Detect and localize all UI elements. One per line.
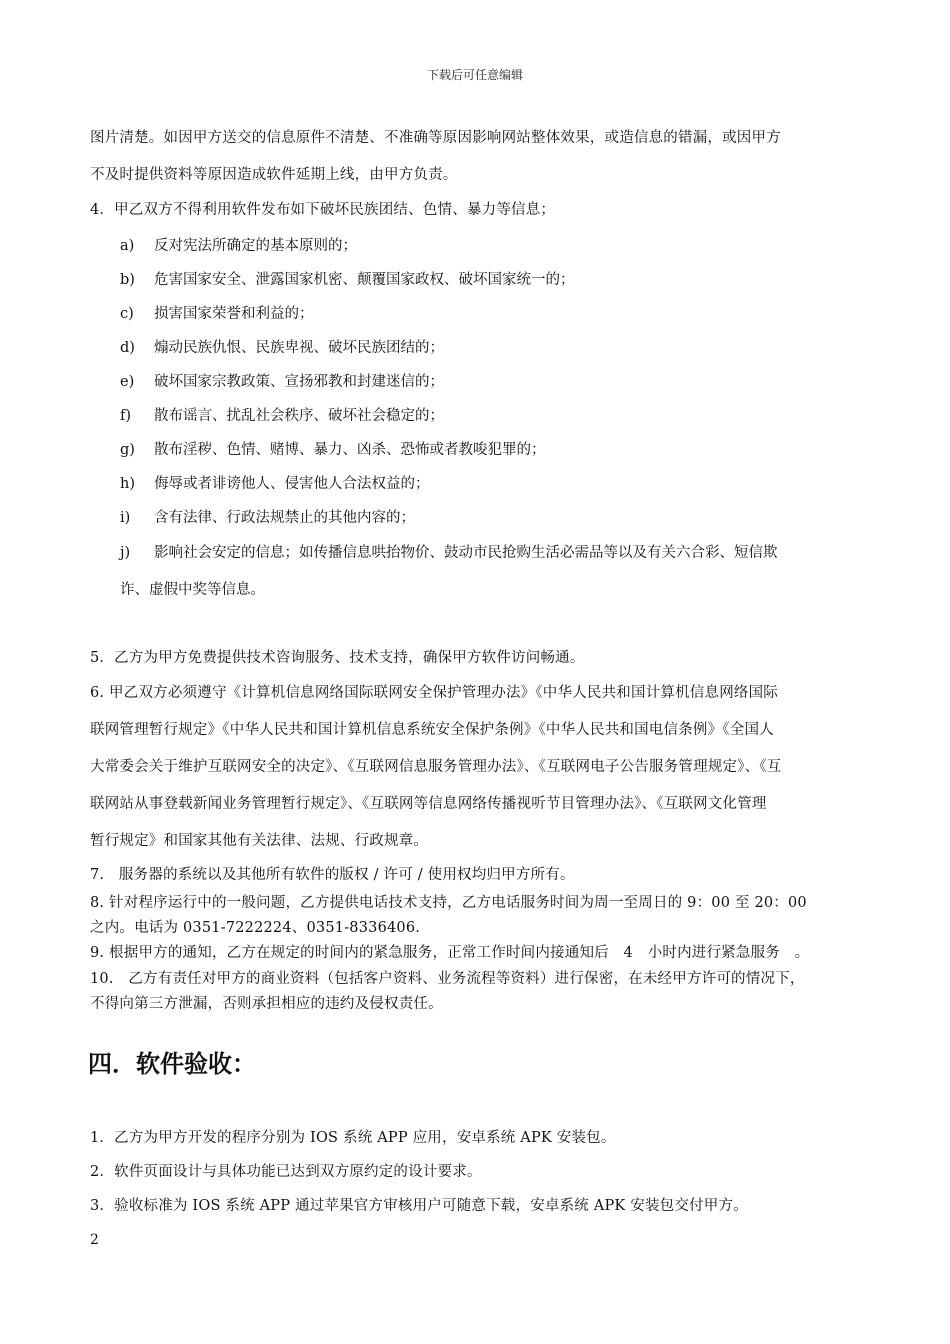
list-item-6: 暂行规定》和国家其他有关法律、法规、行政规章。 xyxy=(90,833,429,849)
sub-item-mark: e) xyxy=(120,374,135,390)
list-item-8: 8. 针对程序运行中的一般问题，乙方提供电话技术支持，乙方电话服务时间为周一至周日的 9：00 至 20：00 xyxy=(90,895,807,911)
sub-item-text: 危害国家安全、泄露国家机密、颠覆国家政权、破坏国家统一的； xyxy=(154,272,575,288)
sub-item-mark: j) xyxy=(120,545,131,561)
sub-item-text: 散布淫秽、色情、赌博、暴力、凶杀、恐怖或者教唆犯罪的； xyxy=(154,442,546,458)
sub-item xyxy=(120,370,444,391)
sub-item xyxy=(120,404,444,425)
section-heading: 四．软件验收： xyxy=(88,1050,256,1078)
sub-item-mark: c) xyxy=(120,306,134,322)
sub-item-text: 破坏国家宗教政策、宣扬邪教和封建迷信的； xyxy=(154,374,444,390)
sub-item xyxy=(120,302,314,323)
sub-item xyxy=(120,438,546,459)
sub-item-text: 损害国家荣誉和利益的； xyxy=(154,306,314,322)
list-item-10: 10. 乙方有责任对甲方的商业资料（包括客户资料、业务流程等资料）进行保密，在未经甲方许可的情况下， xyxy=(90,971,805,987)
sub-item-text: 影响社会安定的信息；如传播信息哄抬物价、鼓动市民抢购生活必需品等以及有关六合彩、短信欺 xyxy=(154,545,778,561)
sub-item-text: 反对宪法所确定的基本原则的； xyxy=(154,238,357,254)
sub-item-mark: h) xyxy=(120,476,135,492)
paragraph-line: 图片清楚。如因甲方送交的信息原件不清楚、不准确等原因影响网站整体效果，或造信息的错漏，或因甲方 xyxy=(90,130,781,146)
acceptance-item: 3．验收标准为 IOS 系统 APP 通过苹果官方审核用户可随意下载，安卓系统 APK 安装包交付甲方。 xyxy=(90,1198,748,1214)
sub-item xyxy=(120,336,444,357)
sub-item-mark: g) xyxy=(120,442,135,458)
sub-item-text: 散布谣言、扰乱社会秩序、破坏社会稳定的； xyxy=(154,408,444,424)
list-item-7: 7. 服务器的系统以及其他所有软件的版权 / 许可 / 使用权均归甲方所有。 xyxy=(90,867,575,883)
sub-item-text: 煽动民族仇恨、民族卑视、破坏民族团结的； xyxy=(154,340,444,356)
sub-item-mark: f) xyxy=(120,408,132,424)
list-item-10: 不得向第三方泄漏，否则承担相应的违约及侵权责任。 xyxy=(90,996,443,1012)
sub-item-mark: i) xyxy=(120,510,131,526)
list-item-8: 之内。电话为 0351-7222224、0351-8336406. xyxy=(90,920,421,936)
acceptance-item: 1．乙方为甲方开发的程序分别为 IOS 系统 APP 应用，安卓系统 APK 安装包。 xyxy=(90,1130,616,1146)
sub-item xyxy=(120,541,778,562)
list-item-9: 9. 根据甲方的通知，乙方在规定的时间内的紧急服务，正常工作时间内接通知后 4 小时内进行紧急服务 。 xyxy=(90,945,810,961)
sub-item-text: 侮辱或者诽谤他人、侵害他人合法权益的； xyxy=(154,476,430,492)
list-item-6: 大常委会关于维护互联网安全的决定》、《互联网信息服务管理办法》、《互联网电子公告服务管理规定》、《互 xyxy=(90,759,782,775)
sub-item-mark: b) xyxy=(120,272,135,288)
sub-item xyxy=(120,506,415,527)
sub-item-mark: d) xyxy=(120,340,135,356)
page-number: 2 xyxy=(90,1232,99,1248)
list-item-6: 联网站从事登载新闻业务管理暂行规定》、《互联网等信息网络传播视听节目管理办法》、《互联网文化管理 xyxy=(90,796,767,812)
list-item-5: 5．乙方为甲方免费提供技术咨询服务、技术支持，确保甲方软件访问畅通。 xyxy=(90,650,585,666)
list-item-4: 4．甲乙双方不得利用软件发布如下破坏民族团结、色情、暴力等信息； xyxy=(90,202,556,218)
acceptance-item: 2．软件页面设计与具体功能已达到双方原约定的设计要求。 xyxy=(90,1164,482,1180)
list-item-6: 联网管理暂行规定》《中华人民共和国计算机信息系统安全保护条例》《中华人民共和国电信条例》《全国人 xyxy=(90,722,774,738)
sub-item xyxy=(120,268,575,289)
sub-item xyxy=(120,234,357,255)
sub-item-mark: a) xyxy=(120,238,135,254)
list-item-6: 6. 甲乙双方必须遵守《计算机信息网络国际联网安全保护管理办法》《中华人民共和国计算机信息网络国际 xyxy=(90,685,778,701)
sub-item xyxy=(120,472,430,493)
sub-item-continuation: 诈、虚假中奖等信息。 xyxy=(120,582,265,598)
paragraph-line: 不及时提供资料等原因造成软件延期上线，由甲方负责。 xyxy=(90,167,458,183)
sub-item-text: 含有法律、行政法规禁止的其他内容的； xyxy=(154,510,415,526)
page-header: 下载后可任意编辑 xyxy=(426,68,523,82)
